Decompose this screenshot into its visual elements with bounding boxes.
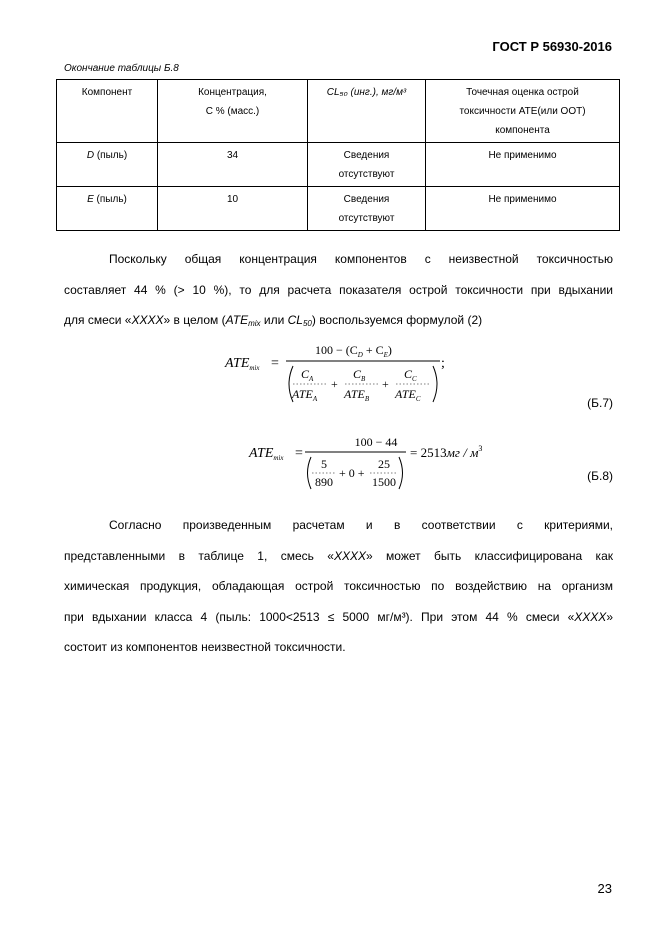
svg-text:= 2513мг / м3: = $2513мг / м^3$ [410, 444, 483, 460]
svg-text:=: = [295, 446, 303, 461]
svg-text:ATEmix: $ATE_{mix}$ [225, 356, 260, 372]
cell-component: E (пыль) [57, 187, 158, 231]
paragraph-line: представленными в таблице 1, смесь «XXXX» может быть классифицирована как [64, 548, 613, 563]
paragraph-mix-calculation [64, 244, 613, 340]
svg-text:ATEC: $ATE_C$ [395, 387, 421, 403]
svg-text:5: 5 [321, 457, 327, 471]
svg-text:CC: $C_C$ [404, 367, 417, 383]
svg-text:1500: 1500 [372, 475, 396, 489]
cell-concentration: 34 [158, 143, 308, 187]
components-table [56, 79, 620, 231]
paragraph-line: химическая продукция, обладающая острой токсичностью по воздействию на организм [64, 579, 613, 593]
svg-text:=: = [271, 356, 279, 371]
header-component: Компонент [57, 80, 158, 143]
equation-number-b8: (Б.8) [587, 469, 613, 483]
cell-cl50: Сведения отсутствуют [308, 143, 426, 187]
table-header-row [57, 80, 620, 143]
svg-text:25: 25 [378, 457, 390, 471]
paragraph-line: составляет 44 % (> 10 %), то для расчета показателя острой токсичности при вдыхании [64, 282, 613, 297]
svg-text:+ 0 +: + 0 + [339, 466, 365, 480]
cell-ate: Не применимо [426, 143, 620, 187]
svg-text:+: + [382, 377, 389, 391]
svg-text:;: ; [441, 356, 445, 371]
equation-number-b7: (Б.7) [587, 396, 613, 410]
svg-text:CB: $C_B$ [353, 367, 366, 383]
svg-text:+: + [331, 377, 338, 391]
paragraph-line: при вдыхании класса 4 (пыль: 1000<2513 ≤ 5000 мг/м³). При этом 44 % смеси «XXXX» [64, 609, 613, 624]
paragraph-line: Согласно произведенным расчетам и в соответствии с критериями, [109, 518, 613, 532]
table-row [57, 143, 620, 187]
paragraph-classification [64, 510, 613, 663]
svg-text:100 − 44: 100 − 44 [354, 435, 398, 449]
cell-concentration: 10 [158, 187, 308, 231]
document-code: ГОСТ Р 56930-2016 [492, 39, 612, 54]
cell-component: D (пыль) [57, 143, 158, 187]
svg-text:100 − (CD + CE): $100 - (C_D + C_E)$ [315, 343, 392, 359]
header-cl50: CL₅₀ (инг.), мг/м³ [308, 80, 426, 143]
header-ate: Точечная оценка острой токсичности АТЕ(или ООТ) компонента [426, 80, 620, 143]
svg-text:ATEmix: $ATE_{mix}$ [249, 446, 284, 462]
svg-text:890: 890 [315, 475, 333, 489]
svg-text:ATEB: $ATE_B$ [344, 387, 370, 403]
cell-cl50: Сведения отсутствуют [308, 187, 426, 231]
formula-b7 [222, 340, 452, 410]
header-concentration: Концентрация, С % (масс.) [158, 80, 308, 143]
table-row [57, 187, 620, 231]
svg-text:CA: $C_A$ [301, 367, 314, 383]
paragraph-line: для смеси «XXXX» в целом (ATEmix или CL50) воспользуемся формулой (2) [64, 313, 483, 328]
paragraph-line: Поскольку общая концентрация компонентов с неизвестной токсичностью [109, 252, 613, 266]
formula-b8 [246, 432, 506, 494]
svg-text:ATEA: $ATE_A$ [292, 387, 318, 403]
page-number: 23 [597, 881, 612, 896]
cell-ate: Не применимо [426, 187, 620, 231]
paragraph-line: состоит из компонентов неизвестной токсичности. [64, 640, 346, 654]
table-caption: Окончание таблицы Б.8 [64, 63, 179, 74]
